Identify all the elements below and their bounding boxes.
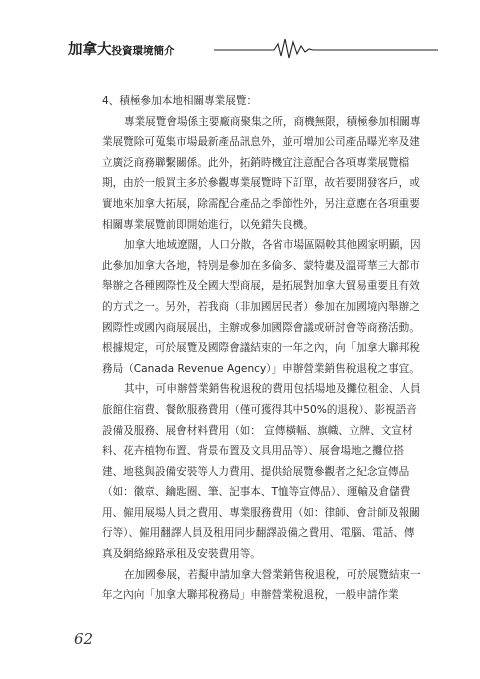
paragraph-3-line: 建、地毯與設備安裝等人力費用、提供給展覽參觀者之紀念宣傳品 (102, 465, 410, 478)
paragraph-2-line: 舉辦之各種國際性及全國大型商展，是拓展對加拿大貿易重要且有效 (102, 280, 420, 293)
paragraph-2-line: 務局（Canada Revenue Agency）」申辦營業銷售稅退稅之事宜。 (102, 362, 420, 375)
paragraph-2-line: 國際性或國內商展展出，主辦或參加國際會議或研討會等商務活動。 (102, 321, 420, 334)
paragraph-3-line: 真及網絡線路承租及安裝費用等。 (102, 548, 261, 561)
header-title-sub: 投資環境簡介 (111, 45, 175, 57)
body-text (102, 91, 432, 606)
paragraph-3-line: 其中，可申辦營業銷售稅退稅的費用包括場地及攤位租金、人員 (124, 383, 421, 396)
paragraph-3-line: （如：徽章、鑰匙圈、筆、記事本、T恤等宣傳品）、運輸及倉儲費 (102, 486, 411, 499)
running-header (68, 36, 438, 60)
paragraph-4-line: 年之內向「加拿大聯邦稅務局」申辦營業稅退稅，一般申請作業 (102, 589, 399, 602)
paragraph-2-line: 根據規定，可於展覽及國際會議結束的一年之內，向「加拿大聯邦稅 (102, 342, 420, 355)
header-title-main: 加拿大 (68, 42, 112, 58)
paragraph-3-line: 用、僱用展場人員之費用、專業服務費用（如：律師、會計師及報關 (102, 506, 420, 519)
paragraph-1-line: 業展覽除可蒐集市場最新產品訊息外，並可增加公司產品曝光率及建 (102, 136, 420, 149)
paragraph-3-line: 旅館住宿費、餐飲服務費用（僅可獲得其中50%的退稅）、影視語音 (102, 403, 417, 416)
paragraph-2-line: 此參加加拿大各地，特別是參加在多倫多、蒙特婁及溫哥華三大都市 (102, 259, 420, 272)
paragraph-3-line: 設備及服務、展會材料費用（如： 宣傳橫幅、旗幟、立牌、文宣材 (102, 424, 413, 437)
paragraph-1-line: 立廣泛商務聯繫關係。此外，拓銷時機宜注意配合各項專業展覽檔 (102, 156, 410, 169)
paragraph-2-line: 的方式之一。另外，若我商（非加國居民者）參加在加國境內舉辦之 (102, 300, 420, 313)
paragraph-4-line: 在加國參展，若擬申請加拿大營業銷售稅退稅，可於展覽結束一 (124, 568, 421, 581)
paragraph-1-line: 實地來加拿大拓展，除需配合產品之季節性外，另注意應在各項重要 (102, 197, 420, 210)
paragraph-1-line: 相關專業展覽前即開始進行，以免錯失良機。 (102, 218, 314, 231)
paragraph-1-line: 專業展覽會場係主要廠商聚集之所，商機無限，積極參加相關專 (124, 115, 421, 128)
header-title (68, 38, 175, 59)
paragraph-1-line: 期，由於一般買主多於參觀專業展覽時下訂單，故若要開發客戶，或 (102, 177, 420, 190)
list-heading: 4、積極參加本地相關專業展覽： (102, 95, 258, 107)
page-number: 62 (74, 630, 94, 648)
heartbeat-line-decoration (214, 36, 438, 60)
paragraph-3-line: 料、花卉植物布置、背景布置及文具用品等）、展會場地之攤位搭 (102, 445, 404, 458)
paragraph-2-line: 加拿大地域遼闊，人口分散，各省市場區隔較其他國家明顯，因 (124, 239, 421, 252)
paragraph-3-line: 行等）、僱用翻譯人員及租用同步翻譯設備之費用、電腦、電話、傳 (102, 527, 415, 540)
